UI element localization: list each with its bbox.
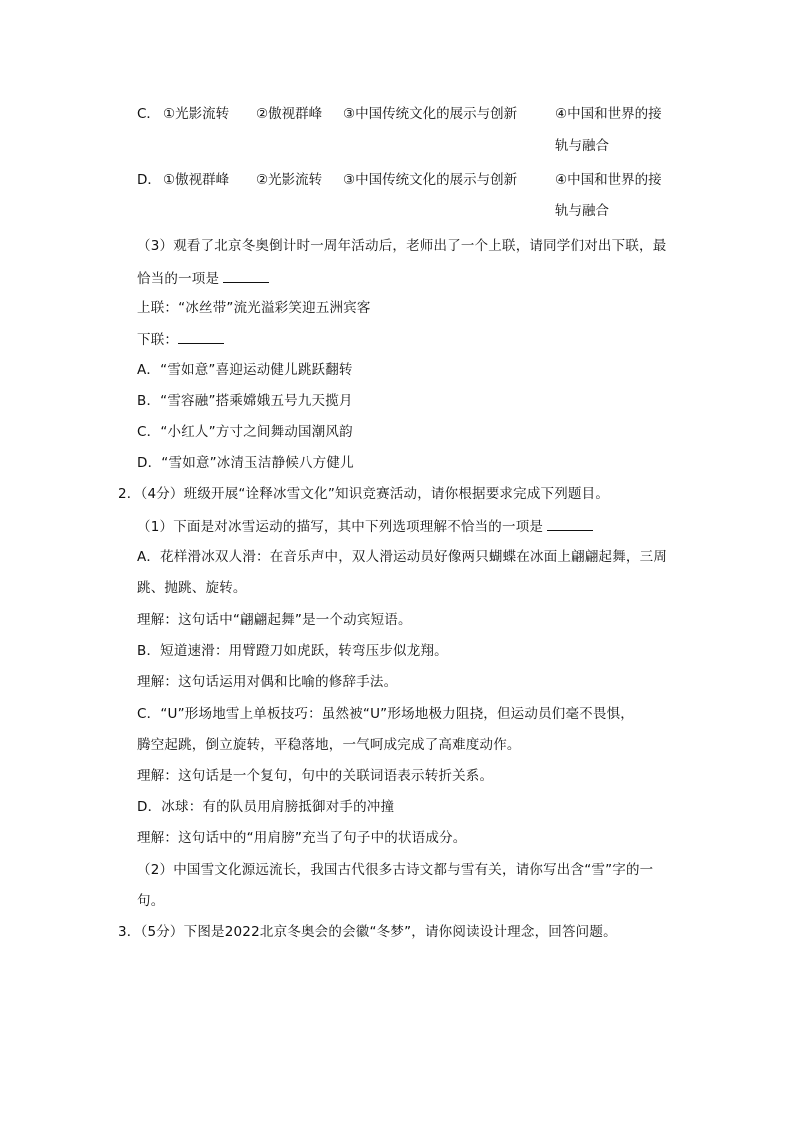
option-d-item2: ②光影流转 (256, 172, 323, 188)
q1-part3-stem-text: 恰当的一项是 (137, 271, 220, 287)
option-d-item4-line2: 轨与融合 (555, 203, 609, 219)
q1-part3-option-d: D．“雪如意”冰清玉洁静候八方健儿 (137, 455, 354, 471)
couplet-blank (178, 329, 224, 344)
q2-part2-line2: 句。 (137, 893, 165, 909)
option-d-item3: ③中国传统文化的展示与创新 (343, 172, 518, 188)
option-c-prefix: C． (137, 106, 160, 122)
q2-option-c-line2: 腾空起跳，倒立旋转，平稳落地，一气呵成完成了高难度动作。 (137, 737, 521, 753)
upper-couplet: 上联：“冰丝带”流光溢彩笑迎五洲宾客 (137, 300, 371, 316)
option-c-item4-line2: 轨与融合 (555, 138, 609, 154)
q2-option-a-explain: 理解：这句话中“翩翩起舞”是一个动宾短语。 (137, 612, 412, 628)
q2-part2-line1: （2）中国雪文化源远流长，我国古代很多古诗文都与雪有关，请你写出含“雪”字的一 (137, 862, 654, 878)
option-d-prefix: D． (137, 172, 161, 188)
option-c-item1: ①光影流转 (163, 106, 230, 122)
q1-part3-option-a: A．“雪如意”喜迎运动健儿跳跃翻转 (137, 362, 353, 378)
q2-option-a-line1: A．花样滑冰双人滑：在音乐声中，双人滑运动员好像两只蝴蝶在冰面上翩翩起舞，三周 (137, 549, 668, 565)
option-d-item4-line1: ④中国和世界的接 (555, 172, 662, 188)
option-d-item1: ①傲视群峰 (163, 172, 230, 188)
q2-part1-stem-text: （1）下面是对冰雪运动的描写，其中下列选项理解不恰当的一项是 (137, 519, 544, 535)
q2-part1-stem (137, 516, 593, 537)
answer-blank (223, 268, 269, 283)
q1-part3-stem-line2 (137, 268, 269, 289)
q2-option-b-explain: 理解：这句话运用对偶和比喻的修辞手法。 (137, 674, 398, 690)
q2-header: 2．（4分）班级开展“诠释冰雪文化”知识竞赛活动，请你根据要求完成下列题目。 (118, 486, 610, 502)
answer-blank (547, 516, 593, 531)
q1-part3-option-c: C．“小红人”方寸之间舞动国潮风韵 (137, 424, 353, 440)
lower-couplet-label: 下联： (137, 332, 179, 348)
q1-part3-stem-line1: （3）观看了北京冬奥倒计时一周年活动后，老师出了一个上联，请同学们对出下联，最 (137, 238, 667, 254)
option-c-item4-line1: ④中国和世界的接 (555, 106, 662, 122)
q2-option-a-line2: 跳、抛跳、旋转。 (137, 580, 247, 596)
q3-header: 3．（5分）下图是2022北京冬奥会的会徽“冬梦”，请你阅读设计理念，回答问题。 (118, 924, 617, 940)
q2-option-d-explain: 理解：这句话中的“用肩膀”充当了句子中的状语成分。 (137, 830, 467, 846)
q2-option-c-explain: 理解：这句话是一个复句，句中的关联词语表示转折关系。 (137, 768, 494, 784)
lower-couplet (137, 329, 224, 350)
option-c-item3: ③中国传统文化的展示与创新 (343, 106, 518, 122)
option-c-item2: ②傲视群峰 (256, 106, 323, 122)
q1-part3-option-b: B．“雪容融”搭乘嫦娥五号九天揽月 (137, 393, 353, 409)
q2-option-d-line1: D．冰球：有的队员用肩膀抵御对手的冲撞 (137, 799, 395, 815)
q2-option-b-line1: B．短道速滑：用臂蹬刀如虎跃，转弯压步似龙翔。 (137, 643, 448, 659)
q2-option-c-line1: C．“U”形场地雪上单板技巧：虽然被“U”形场地极力阻挠，但运动员们毫不畏惧， (137, 706, 634, 722)
